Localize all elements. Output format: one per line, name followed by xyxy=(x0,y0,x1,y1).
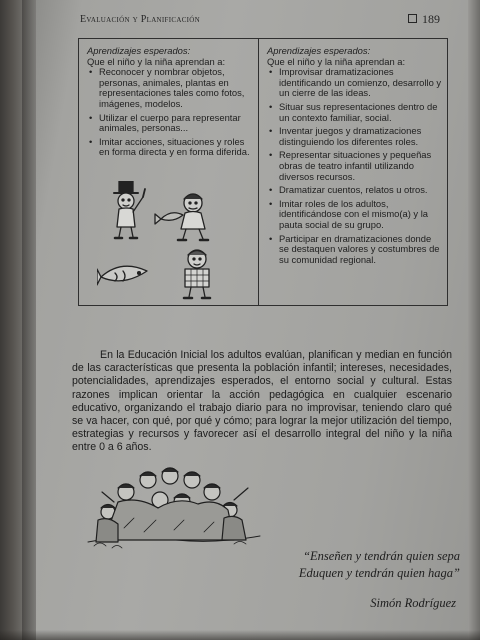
bullet-list xyxy=(267,67,442,265)
header-page-number-group xyxy=(408,12,440,27)
column-intro: Que el niño y la niña aprendan a: xyxy=(87,55,226,67)
children-group-illustration xyxy=(84,462,264,560)
list-item: • Imitar acciones, situaciones y roles en forma directa y en forma diferida. xyxy=(87,137,252,158)
quote-line: “Enseñen y tendrán quien sepa xyxy=(303,549,460,563)
page-bottom-shadow xyxy=(0,630,480,640)
list-item: • Utilizar el cuerpo para representar animales, personas... xyxy=(87,113,252,134)
book-gutter xyxy=(22,0,36,640)
table-column-right xyxy=(259,39,447,305)
left-page-edge xyxy=(0,0,22,640)
list-item: • Imitar roles de los adultos, identificándose con el mismo(a) y la pauta social de su grupo. xyxy=(267,199,442,231)
header-title: Evaluación y Planificación xyxy=(80,14,201,25)
table-column-left xyxy=(79,39,259,305)
list-item: • Inventar juegos y dramatizaciones distinguiendo los diferentes roles. xyxy=(267,126,442,147)
list-item: • Participar en dramatizaciones donde se destaquen valores y costumbres de su comunidad regional. xyxy=(267,234,442,266)
list-item: • Situar sus representaciones dentro de un contexto familiar, social. xyxy=(267,102,442,123)
square-icon xyxy=(408,14,417,23)
bullet-list xyxy=(87,67,252,158)
list-item: • Reconocer y nombrar objetos, personas, animales, plantas en representaciones tales como fotos, imágenes, modelos. xyxy=(87,67,252,109)
list-item: • Improvisar dramatizaciones identificando un comienzo, desarrollo y un cierre de las ideas. xyxy=(267,67,442,99)
quote-line: Eduquen y tendrán quien haga” xyxy=(298,566,460,580)
column-heading: Aprendizajes esperados: xyxy=(87,45,191,56)
list-item: • Dramatizar cuentos, relatos u otros. xyxy=(267,185,442,196)
learning-table xyxy=(78,38,448,306)
quote-block xyxy=(250,548,460,582)
children-playing-illustration xyxy=(97,181,237,301)
running-header xyxy=(80,12,440,30)
body-paragraph: En la Educación Inicial los adultos evalúan, planifican y median en función de las características que presenta la población infantil; intereses, necesidades, potencialidades, aprendizajes esperados, el entorno social y cultural. Estas razones implican orientar la acción pedagógica en cualquier escenario educativo, organizando el trabajo diario para no improvisar, teniendo claro qué se va hacer, con qué, por qué y cómo; para lograr la mejor utilización del tiempo, estrategias y recursos y favorecer así el desarrollo integral del niño y la niña entre 0 a 6 años. xyxy=(72,349,452,454)
right-page-edge xyxy=(468,0,480,640)
page-number: 189 xyxy=(422,12,440,26)
column-heading: Aprendizajes esperados: xyxy=(267,45,371,56)
column-intro: Que el niño y la niña aprendan a: xyxy=(267,55,406,67)
quote-author: Simón Rodríguez xyxy=(370,596,456,610)
list-item: • Representar situaciones y pequeñas obras de teatro infantil utilizando diversos recursos. xyxy=(267,150,442,182)
